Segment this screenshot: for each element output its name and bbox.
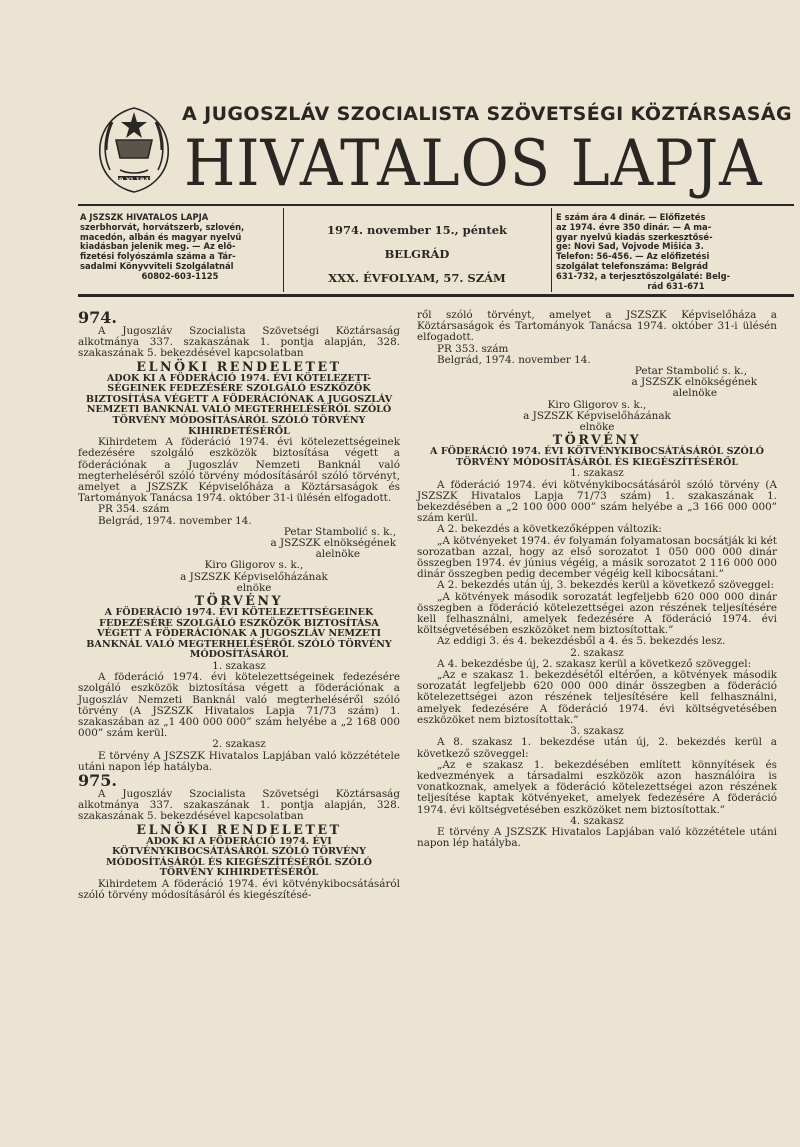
signatory-role: alelnöke	[672, 387, 717, 400]
masthead-title: HIVATALOS LAPJA	[184, 127, 763, 201]
info-right-line: gyar nyelvű kiadás szerkesztősé-	[556, 231, 713, 242]
subscription-info	[556, 213, 796, 291]
state-emblem-icon	[88, 100, 180, 200]
place-date: Belgrád, 1974. november 14.	[98, 514, 252, 527]
info-right-line: 631-732, a terjesztőszolgálaté: Belg-	[556, 270, 731, 281]
masthead-rule-bottom	[78, 294, 794, 297]
section-text: „A kötvények második sorozatát legfeljebb 620 000 000 dinár összegben a föderáció kötelezettségei azon részének teljesítésére kell felhasználni, amelyek fedezésére A föderáció 1974. évi költségvetésében eszközöket nem biztosítottak.”	[417, 590, 777, 637]
section-text: A 2. bekezdés a következőképpen változik:	[437, 523, 662, 536]
section-label: 2. szakasz	[570, 646, 624, 659]
pr-number: PR 353. szám	[437, 342, 509, 355]
section-text: „Az e szakasz 1. bekezdésében említett könnyítések és kedvezmények a társadalmi eszközök azon használóira is vonatkoznak, amelyek a föderáció kötelezettségei azon részének teljesítése kaptak kötvényeket, amelyek fedezésére A föderáció 1974. évi költségvetésében eszközöket nem biztosítottak.”	[417, 758, 777, 816]
signatory-name: Kiro Gligorov s. k.,	[547, 398, 647, 411]
left-column	[78, 310, 400, 901]
info-right-line: szolgálat telefonszáma: Belgrád	[556, 260, 709, 271]
info-right-line: ge: Novi Sad, Vojvode Mišića 3.	[556, 241, 704, 252]
section-text: A föderáció 1974. évi kötvénykibocsátásáról szóló törvény (A JSZSZK Hivatalos Lapja 71/73 szám) 1. szakaszának 1. bekezdésében a „2 100 000 000” szám helyébe a „3 166 000 000” szám kerül.	[417, 478, 777, 525]
issue-date: 1974. november 15., péntek	[327, 223, 507, 237]
info-left-line: macedón, albán és magyar nyelvű	[80, 231, 242, 242]
signatory-role: alelnöke	[315, 548, 360, 561]
section-text: A föderáció 1974. évi kötelezettségeinek fedezésére szolgáló eszközök biztosítása végett a föderációnak a Jugoszláv Nemzeti Banknál való megterheléséről szóló törvény (A JSZSZK Hivatalos Lapja 71/73 szám) 1. szakaszában az „1 400 000 000” szám helyébe a „2 168 000 000” szám kerül.	[78, 671, 400, 740]
preamble: A Jugoszláv Szocialista Szövetségi Köztársaság alkotmánya 337. szakaszának 1. pontja alapján, 328. szakaszának 5. bekezdésével kapcsolatban	[78, 325, 400, 360]
info-left-line: A JSZSZK HIVATALOS LAPJA	[80, 212, 209, 222]
info-divider-right	[551, 208, 552, 292]
law-caption: A FÖDERÁCIÓ 1974. ÉVI KÖTVÉNYKIBOCSÁTÁSÁRÓL SZÓLÓ TÖRVÉNY MÓDOSÍTÁSÁRÓL ÉS KIEGÉSZÍTÉSÉRŐL	[430, 446, 764, 468]
place-date: Belgrád, 1974. november 14.	[437, 353, 591, 366]
signatory-role: a JSZSZK elnökségének	[270, 537, 396, 549]
section-label: 4. szakasz	[570, 814, 624, 827]
section-text: E törvény A JSZSZK Hivatalos Lapjában való közzététele utáni napon lép hatályba.	[78, 749, 400, 773]
info-divider-left	[283, 208, 284, 292]
emblem-date: 29 XI 1943	[114, 176, 154, 184]
section-text: A 8. szakasz 1. bekezdése után új, 2. bekezdés kerül a következő szöveggel:	[417, 736, 777, 760]
proclamation-text: Kihirdetem A föderáció 1974. évi kötvénykibocsátásáról szóló törvény módosításáról és kiegészítésé-	[78, 878, 400, 902]
proclamation-text: Kihirdetem A föderáció 1974. évi kötelezettségeinek fedezésére szolgáló eszközök biztosítása végett a föderációnak a Jugoszláv Nemzeti Banknál való megterheléséről szóló törvény módosításáról szóló törvényt, amelyet a JSZSZK Képviselőháza a Köztársaságok és Tartományok Tanácsa 1974. október 31-i ülésén elfogadott.	[78, 436, 400, 505]
section-text: „A kötvényeket 1974. év folyamán folyamatosan bocsátják ki két sorozatban azzal, hogy az első sorozatot 1 050 000 000 dinár összegben 1974. év június végéig, a másik sorozatot 2 116 000 000 dinár összegben pedig december végéig kell kibocsátani.”	[417, 534, 777, 581]
decree-caption: ADOK KI A FÖDERÁCIÓ 1974. ÉVI KÖTVÉNYKIBOCSÁTÁSÁRÓL SZÓLÓ TÖRVÉNY MÓDOSÍTÁSÁRÓL ÉS KIEGÉSZÍTÉSÉRŐL SZÓLÓ TÖRVÉNY KIHIRDETÉSÉRŐL	[105, 835, 373, 879]
issue-info	[287, 218, 547, 290]
info-right-line: rád 631-671	[647, 280, 705, 291]
info-right-line: az 1974. évre 350 dinár. — A ma-	[556, 221, 712, 232]
section-label: 3. szakasz	[570, 725, 624, 738]
decree-heading: ELNÖKI RENDELETET	[136, 821, 342, 837]
signatory-role: a JSZSZK elnökségének	[631, 376, 757, 389]
info-left-line: sadalmi Könyvviteli Szolgálatnál	[80, 260, 234, 271]
section-text: Az eddigi 3. és 4. bekezdésből a 4. és 5. bekezdés lesz.	[437, 635, 726, 648]
signatory-name: Petar Stambolić s. k.,	[634, 365, 747, 378]
law-caption: A FÖDERÁCIÓ 1974. ÉVI KÖTELEZETTSÉGEINEK FEDEZÉSÉRE SZOLGÁLÓ ESZKÖZÖK BIZTOSÍTÁSA VÉGETT A FÖDERÁCIÓNAK A JUGOSZLÁV NEMZETI BANKNÁL VALÓ MEGTERHELÉSÉRŐL SZÓLÓ TÖRVÉNY MÓDOSÍTÁSÁRÓL	[86, 607, 392, 661]
section-label: 1. szakasz	[212, 659, 266, 672]
signatory-role: a JSZSZK Képviselőházának	[523, 409, 671, 422]
masthead-subtitle: A JUGOSZLÁV SZOCIALISTA SZÖVETSÉGI KÖZTÁRSASÁG	[182, 103, 792, 125]
decree-caption: ADOK KI A FÖDERÁCIÓ 1974. ÉVI KÖTELEZETT-SÉGEINEK FEDEZÉSÉRE SZOLGÁLÓ ESZKÖZÖK BIZTOSÍTÁSA VÉGETT A FÖDERÁCIÓNAK A JUGOSZLÁV NEMZETI BANKNÁL VALÓ MEGTERHELÉSÉRŐL SZÓLÓ TÖRVÉNY MÓDOSÍTÁSÁRÓL SZÓLÓ TÖRVÉNY KIHIRDETÉSÉRŐL	[85, 372, 393, 437]
publication-info	[80, 213, 280, 282]
section-text: A 2. bekezdés után új, 3. bekezdés kerül a következő szöveggel:	[437, 579, 774, 592]
section-label: 1. szakasz	[570, 467, 624, 480]
info-left-line: fizetési folyószámla száma a Tár-	[80, 251, 236, 262]
document-number: 975.	[78, 771, 117, 791]
continued-text: ről szóló törvényt, amelyet a JSZSZK Képviselőháza a Köztársaságok és Tartományok Tanácsa 1974. október 31-i ülésén elfogadott.	[417, 309, 777, 344]
law-heading: TÖRVÉNY	[194, 593, 284, 609]
section-text: „Az e szakasz 1. bekezdésétől eltérően, a kötvények második sorozatát legfeljebb 620 000 000 dinár összegben a föderáció kötelezettségei azon részének teljesítésére kell felhasználni, amelyek fedezésére A föderáció 1974. évi költségvetésében eszközöket nem biztosítottak.”	[417, 669, 777, 726]
issue-volume: XXX. ÉVFOLYAM, 57. SZÁM	[328, 271, 506, 285]
section-label: 2. szakasz	[212, 738, 266, 751]
masthead-rule-top	[78, 204, 794, 206]
issue-city: BELGRÁD	[384, 247, 450, 261]
signatory-role: elnöke	[236, 581, 272, 594]
preamble: A Jugoszláv Szocialista Szövetségi Köztársaság alkotmánya 337. szakaszának 1. pontja alapján, 328. szakaszának 5. bekezdésével kapcsolatban	[78, 788, 400, 823]
right-column	[417, 310, 777, 849]
info-left-line: szerbhorvát, horvátszerb, szlovén,	[80, 221, 245, 232]
section-text: A 4. bekezdésbe új, 2. szakasz kerül a következő szöveggel:	[437, 657, 752, 670]
account-number: 60802-603-1125	[141, 270, 219, 281]
signatory-name: Kiro Gligorov s. k.,	[204, 559, 304, 572]
info-left-line: kiadásban jelenik meg. — Az elő-	[80, 241, 236, 252]
info-right-line: Telefon: 56-456. — Az előfizetési	[556, 251, 710, 262]
signatory-role: a JSZSZK Képviselőházának	[180, 570, 328, 583]
signatory-role: elnöke	[579, 421, 615, 434]
pr-number: PR 354. szám	[98, 503, 170, 516]
law-heading: TÖRVÉNY	[552, 432, 642, 448]
document-number: 974.	[78, 308, 117, 327]
decree-heading: ELNÖKI RENDELETET	[136, 358, 342, 374]
signatory-name: Petar Stambolić s. k.,	[283, 525, 396, 538]
info-right-line: E szám ára 4 dinár. — Előfizetés	[556, 212, 706, 222]
section-text: E törvény A JSZSZK Hivatalos Lapjában való közzététele utáni napon lép hatályba.	[417, 825, 777, 850]
